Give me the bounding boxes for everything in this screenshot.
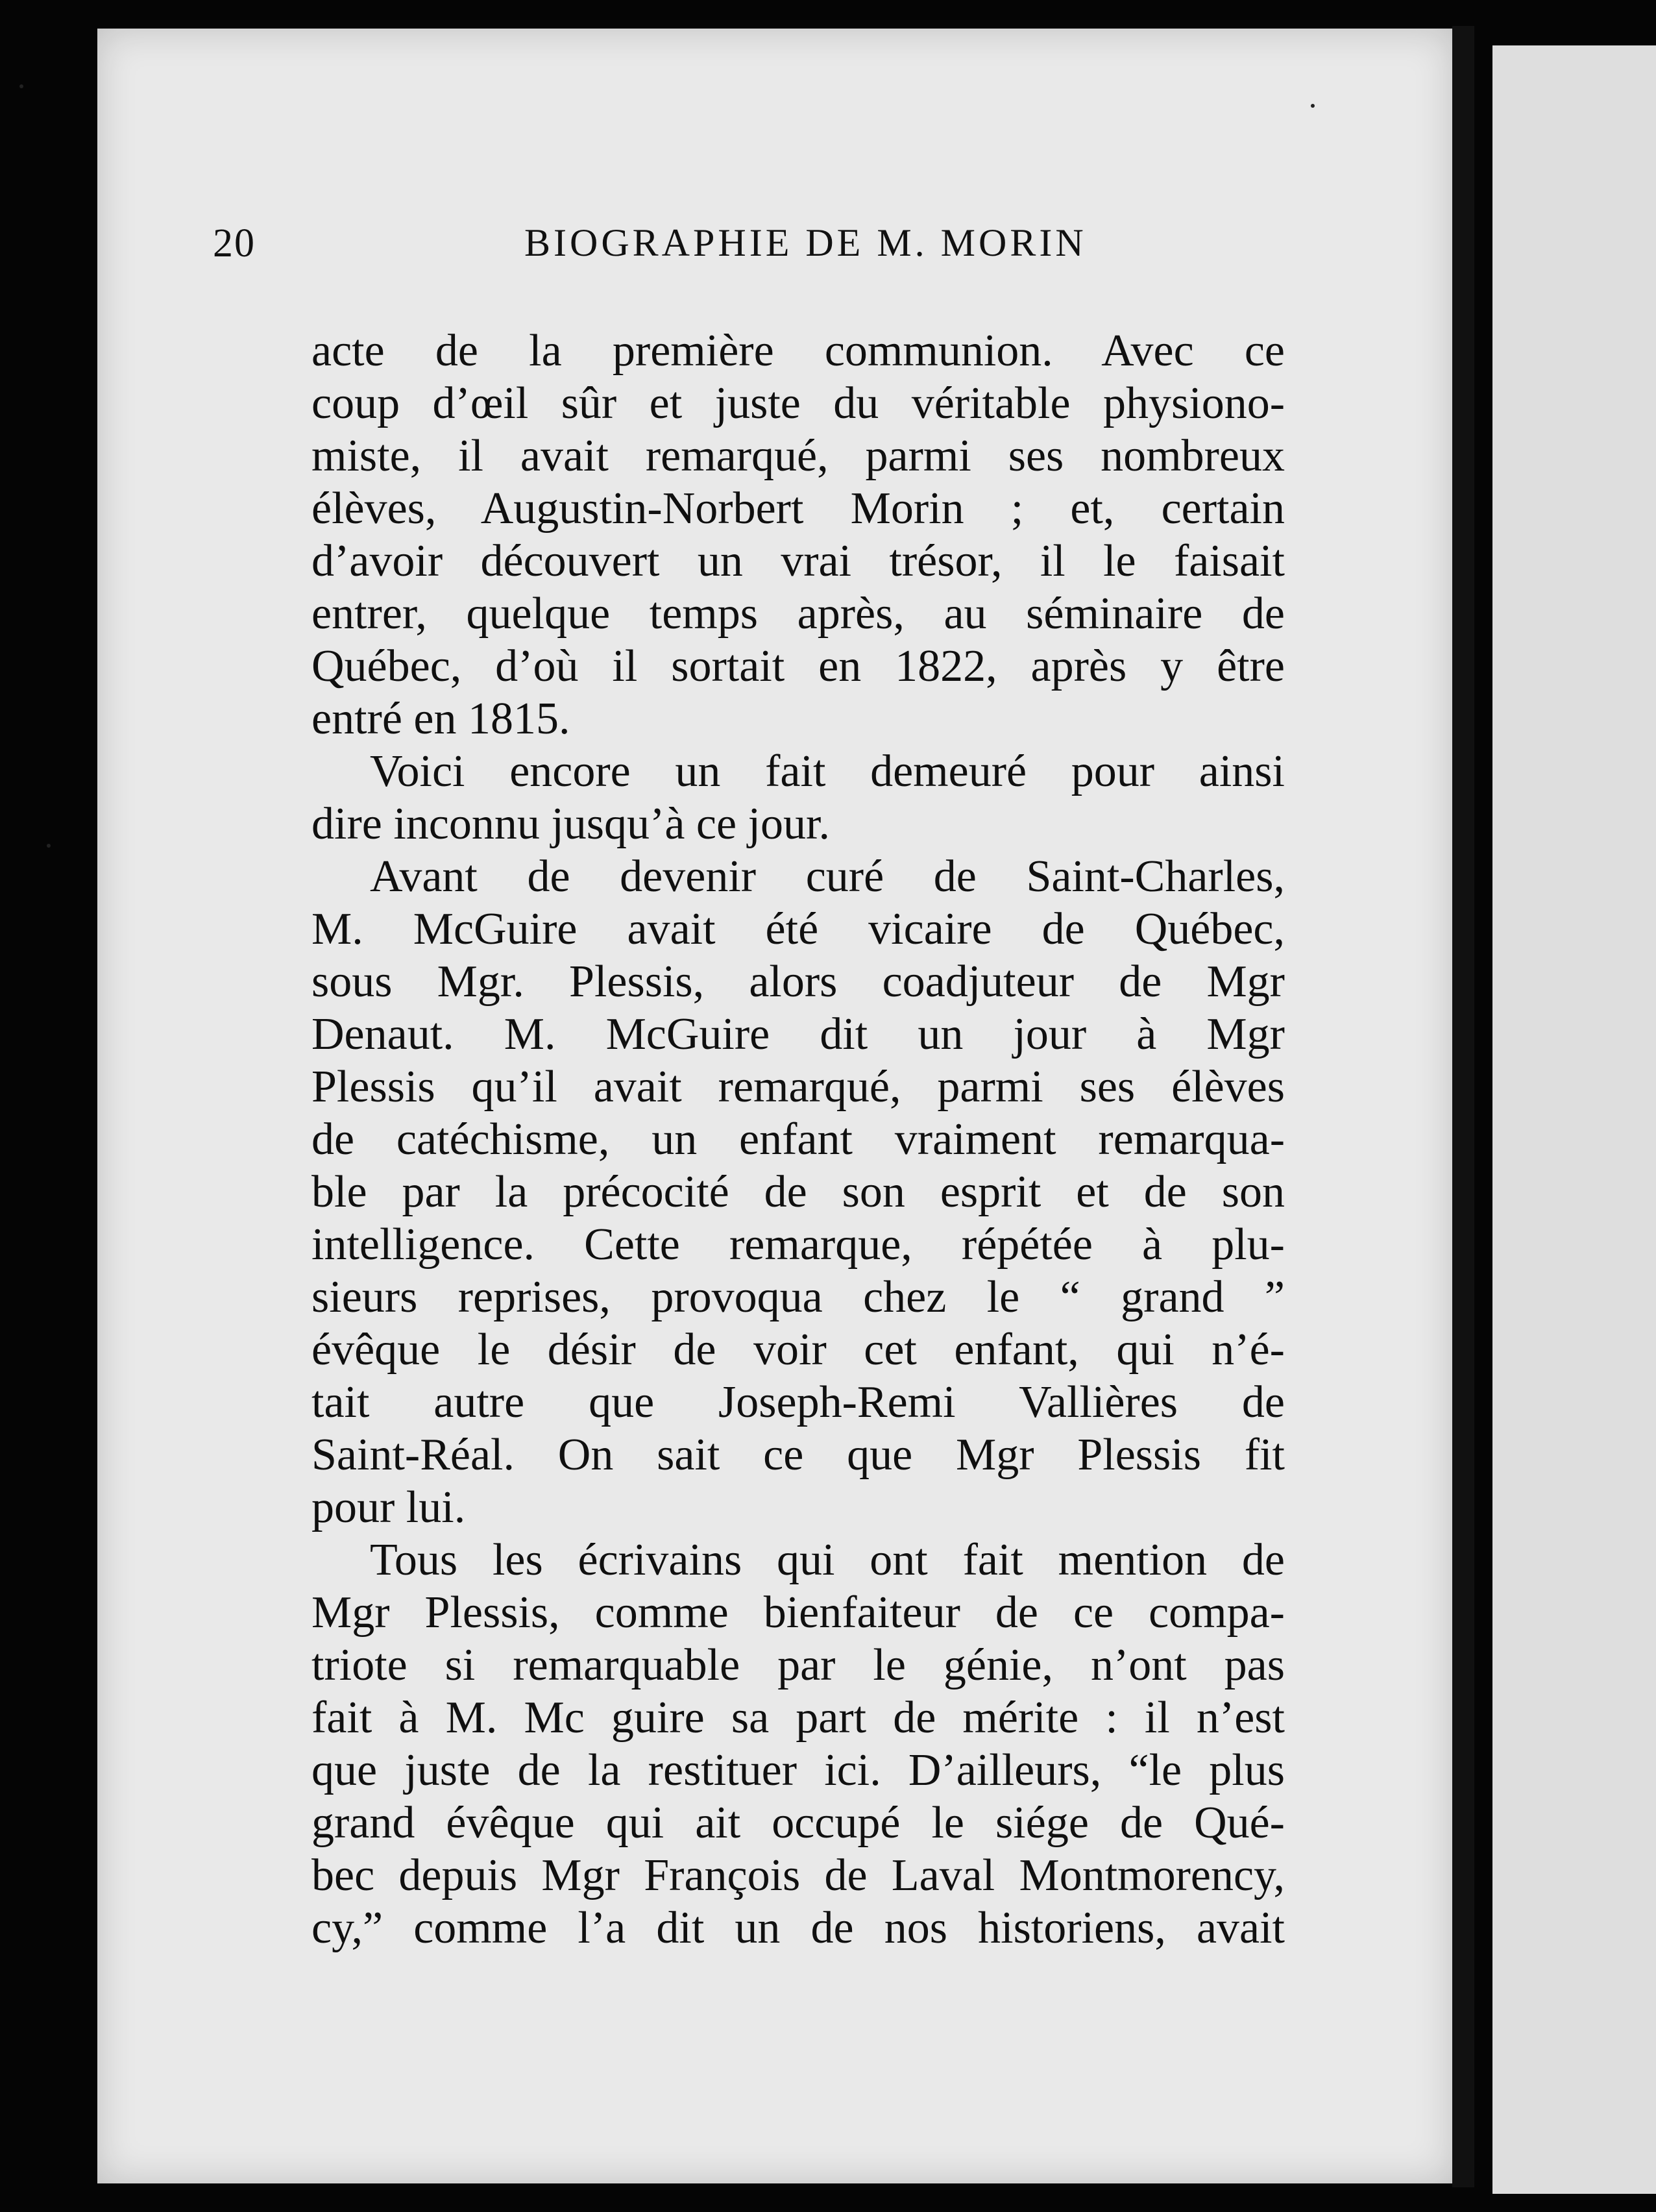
adjacent-page-edge — [1492, 45, 1656, 2194]
text-line: Tous les écrivains qui ont fait mention de — [370, 1535, 1285, 1585]
text-line: Québec, d’où il sortait en 1822, après y être — [311, 641, 1285, 691]
text-line: sieurs reprises, provoqua chez le “ grand ” — [311, 1272, 1285, 1322]
text-line: miste, il avait remarqué, parmi ses nombreux — [311, 431, 1285, 481]
text-line: entré en 1815. — [311, 694, 570, 744]
page-header — [213, 221, 1134, 292]
text-line: Denaut. M. McGuire dit un jour à Mgr — [311, 1009, 1285, 1059]
scan-speck — [19, 84, 23, 88]
text-line: ble par la précocité de son esprit et de son — [311, 1167, 1285, 1217]
text-line: entrer, quelque temps après, au séminaire de — [311, 589, 1285, 639]
text-line: évêque le désir de voir cet enfant, qui n’é- — [311, 1325, 1285, 1375]
text-line: coup d’œil sûr et juste du véritable physiono- — [311, 378, 1285, 428]
paragraph — [311, 850, 1285, 1534]
text-line: M. McGuire avait été vicaire de Québec, — [311, 904, 1285, 954]
text-line: sous Mgr. Plessis, alors coadjuteur de Mgr — [311, 957, 1285, 1007]
text-line: intelligence. Cette remarque, répétée à plu- — [311, 1220, 1285, 1270]
text-line: triote si remarquable par le génie, n’ont pas — [311, 1640, 1285, 1690]
text-line: cy,” comme l’a dit un de nos historiens, avait — [311, 1903, 1285, 1953]
text-line: grand évêque qui ait occupé le siége de Qué- — [311, 1798, 1285, 1848]
text-line: fait à M. Mc guire sa part de mérite : il n’est — [311, 1693, 1285, 1743]
paragraph — [311, 745, 1285, 850]
text-line: que juste de la restituer ici. D’ailleurs, “le plus — [311, 1745, 1285, 1795]
text-line: de catéchisme, un enfant vraiment remarqua- — [311, 1114, 1285, 1164]
paragraph — [311, 1534, 1285, 1954]
text-line: acte de la première communion. Avec ce — [311, 326, 1285, 376]
text-line: dire inconnu jusqu’à ce jour. — [311, 799, 830, 849]
scan-speck — [1311, 104, 1315, 108]
text-line: Plessis qu’il avait remarqué, parmi ses élèves — [311, 1062, 1285, 1112]
text-line: pour lui. — [311, 1482, 466, 1532]
page-number: 20 — [213, 221, 256, 265]
text-line: d’avoir découvert un vrai trésor, il le faisait — [311, 536, 1285, 586]
text-line: élèves, Augustin-Norbert Morin ; et, certain — [311, 484, 1285, 534]
page-gutter-shadow — [1452, 26, 1474, 2187]
scan-speck — [47, 844, 51, 848]
text-line: Voici encore un fait demeuré pour ainsi — [370, 746, 1285, 796]
text-line: Saint-Réal. On sait ce que Mgr Plessis fit — [311, 1430, 1285, 1480]
paragraph — [311, 325, 1285, 745]
body-text — [311, 325, 1285, 1954]
running-head: BIOGRAPHIE DE M. MORIN — [524, 221, 1087, 264]
text-line: tait autre que Joseph-Remi Vallières de — [311, 1377, 1285, 1427]
text-line: bec depuis Mgr François de Laval Montmorency, — [311, 1850, 1285, 1900]
text-line: Mgr Plessis, comme bienfaiteur de ce compa- — [311, 1588, 1285, 1638]
text-line: Avant de devenir curé de Saint-Charles, — [370, 852, 1285, 902]
